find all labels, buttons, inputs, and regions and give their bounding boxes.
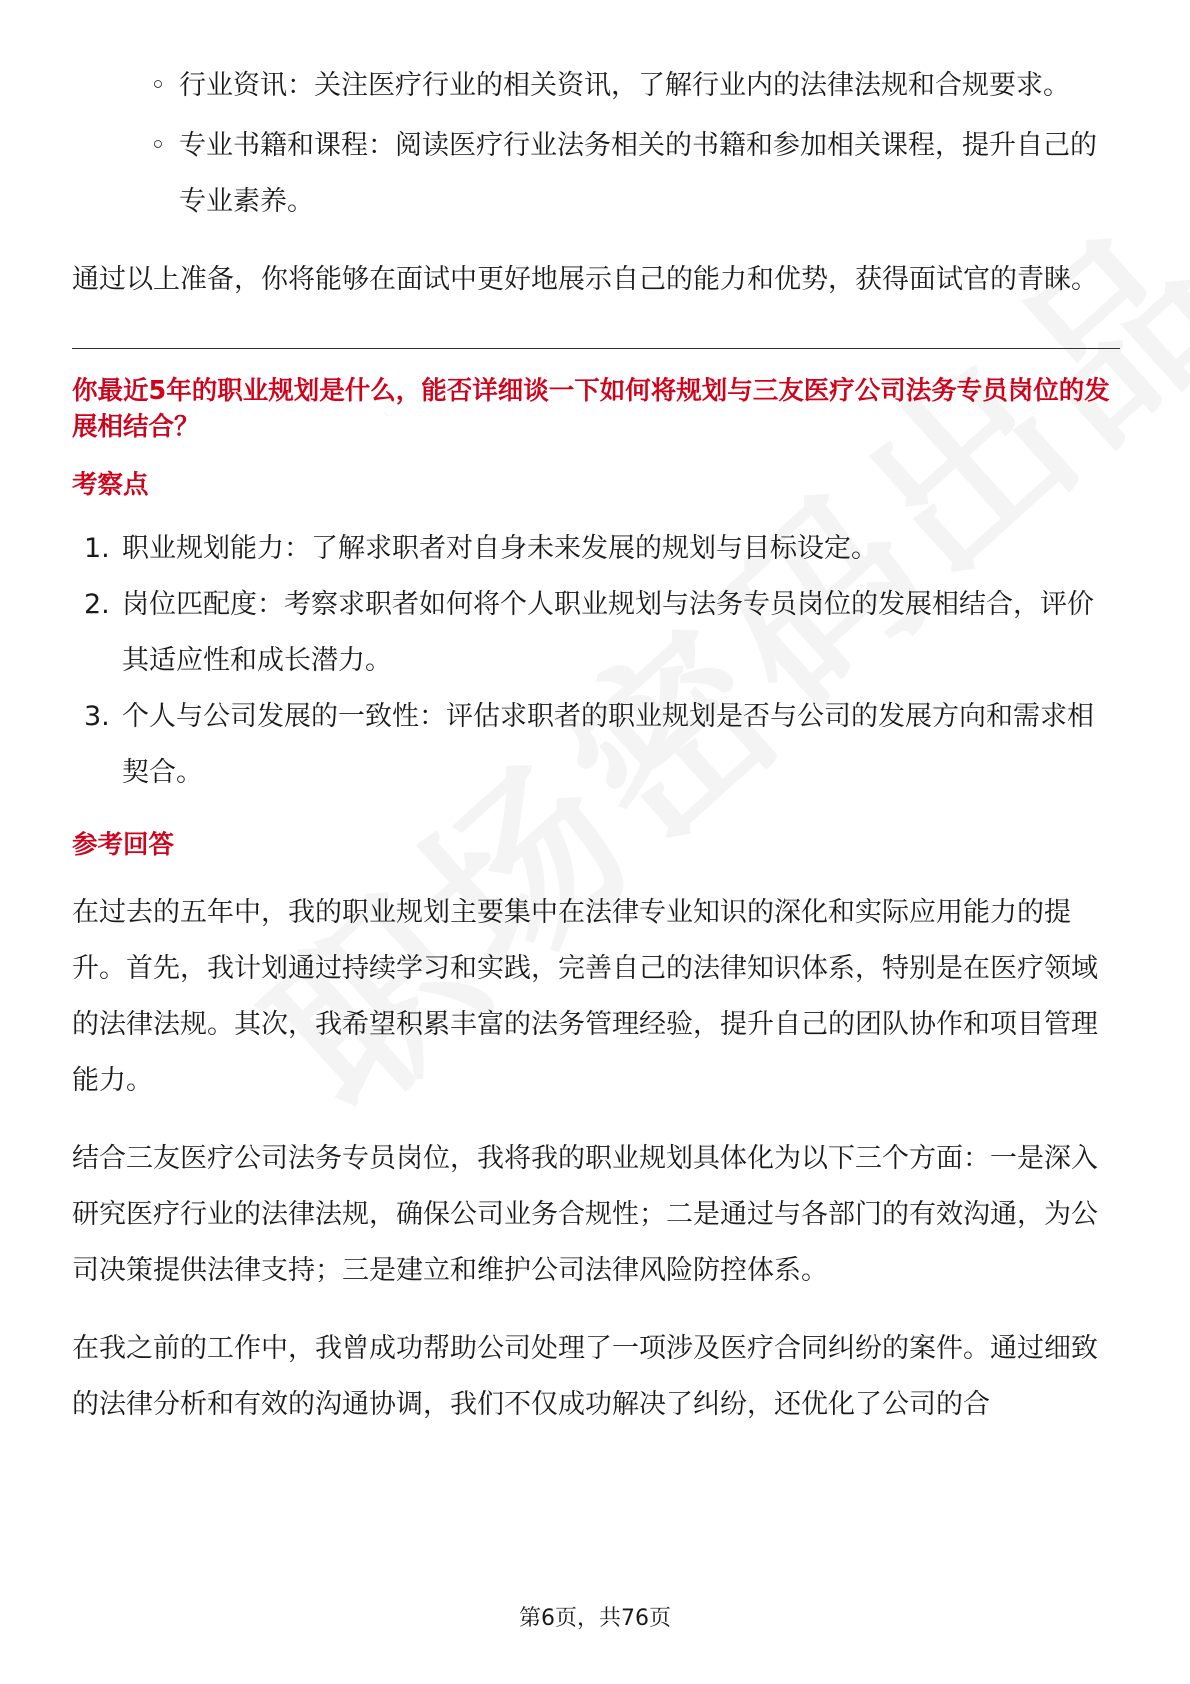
bullet-marker: ◦ bbox=[150, 130, 166, 161]
answer-paragraph: 在过去的五年中，我的职业规划主要集中在法律专业知识的深化和实际应用能力的提升。首先，我计划通过持续学习和实践，完善自己的法律知识体系，特别是在医疗领域的法律法规。其次，我希望积累丰富的法务管理经验，提升自己的团队协作和项目管理能力。 bbox=[72, 897, 1098, 1096]
focus-item bbox=[72, 521, 1120, 577]
answer-paragraph: 结合三友医疗公司法务专员岗位，我将我的职业规划具体化为以下三个方面：一是深入研究医疗行业的法律法规，确保公司业务合规性；二是通过与各部门的有效沟通，为公司决策提供法律支持；三是建立和维护公司法律风险防控体系。 bbox=[72, 1143, 1098, 1286]
list-number: 1. bbox=[84, 533, 110, 564]
bullet-text: 行业资讯：关注医疗行业的相关资讯，了解行业内的法律法规和合规要求。 bbox=[179, 70, 1070, 101]
bullet-item bbox=[72, 118, 1120, 230]
focus-list bbox=[72, 521, 1120, 801]
bullet-list bbox=[72, 58, 1120, 230]
answer-heading: 参考回答 bbox=[72, 830, 175, 860]
list-number: 2. bbox=[84, 589, 110, 620]
answer-paragraph: 在我之前的工作中，我曾成功帮助公司处理了一项涉及医疗合同纠纷的案件。通过细致的法律分析和有效的沟通协调，我们不仅成功解决了纠纷，还优化了公司的合 bbox=[72, 1333, 1098, 1420]
focus-item bbox=[72, 577, 1120, 689]
focus-item-text: 个人与公司发展的一致性：评估求职者的职业规划是否与公司的发展方向和需求相契合。 bbox=[122, 701, 1094, 788]
focus-item-text: 职业规划能力：了解求职者对自身未来发展的规划与目标设定。 bbox=[122, 533, 878, 564]
section-divider bbox=[72, 348, 1120, 349]
bullet-item bbox=[72, 58, 1120, 114]
focus-heading: 考察点 bbox=[72, 470, 149, 500]
list-number: 3. bbox=[84, 701, 110, 732]
conclusion-paragraph: 通过以上准备，你将能够在面试中更好地展示自己的能力和优势，获得面试官的青睐。 bbox=[72, 264, 1098, 295]
page-content bbox=[72, 58, 1120, 1433]
focus-item-text: 岗位匹配度：考察求职者如何将个人职业规划与法务专员岗位的发展相结合，评价其适应性和成长潜力。 bbox=[122, 589, 1094, 676]
bullet-text: 专业书籍和课程：阅读医疗行业法务相关的书籍和参加相关课程，提升自己的专业素养。 bbox=[179, 130, 1097, 217]
focus-item bbox=[72, 689, 1120, 801]
bullet-marker: ◦ bbox=[150, 70, 166, 101]
interview-question: 你最近5年的职业规划是什么，能否详细谈一下如何将规划与三友医疗公司法务专员岗位的发展相结合？ bbox=[72, 376, 1110, 442]
page-footer: 第6页，共76页 bbox=[519, 1606, 671, 1631]
